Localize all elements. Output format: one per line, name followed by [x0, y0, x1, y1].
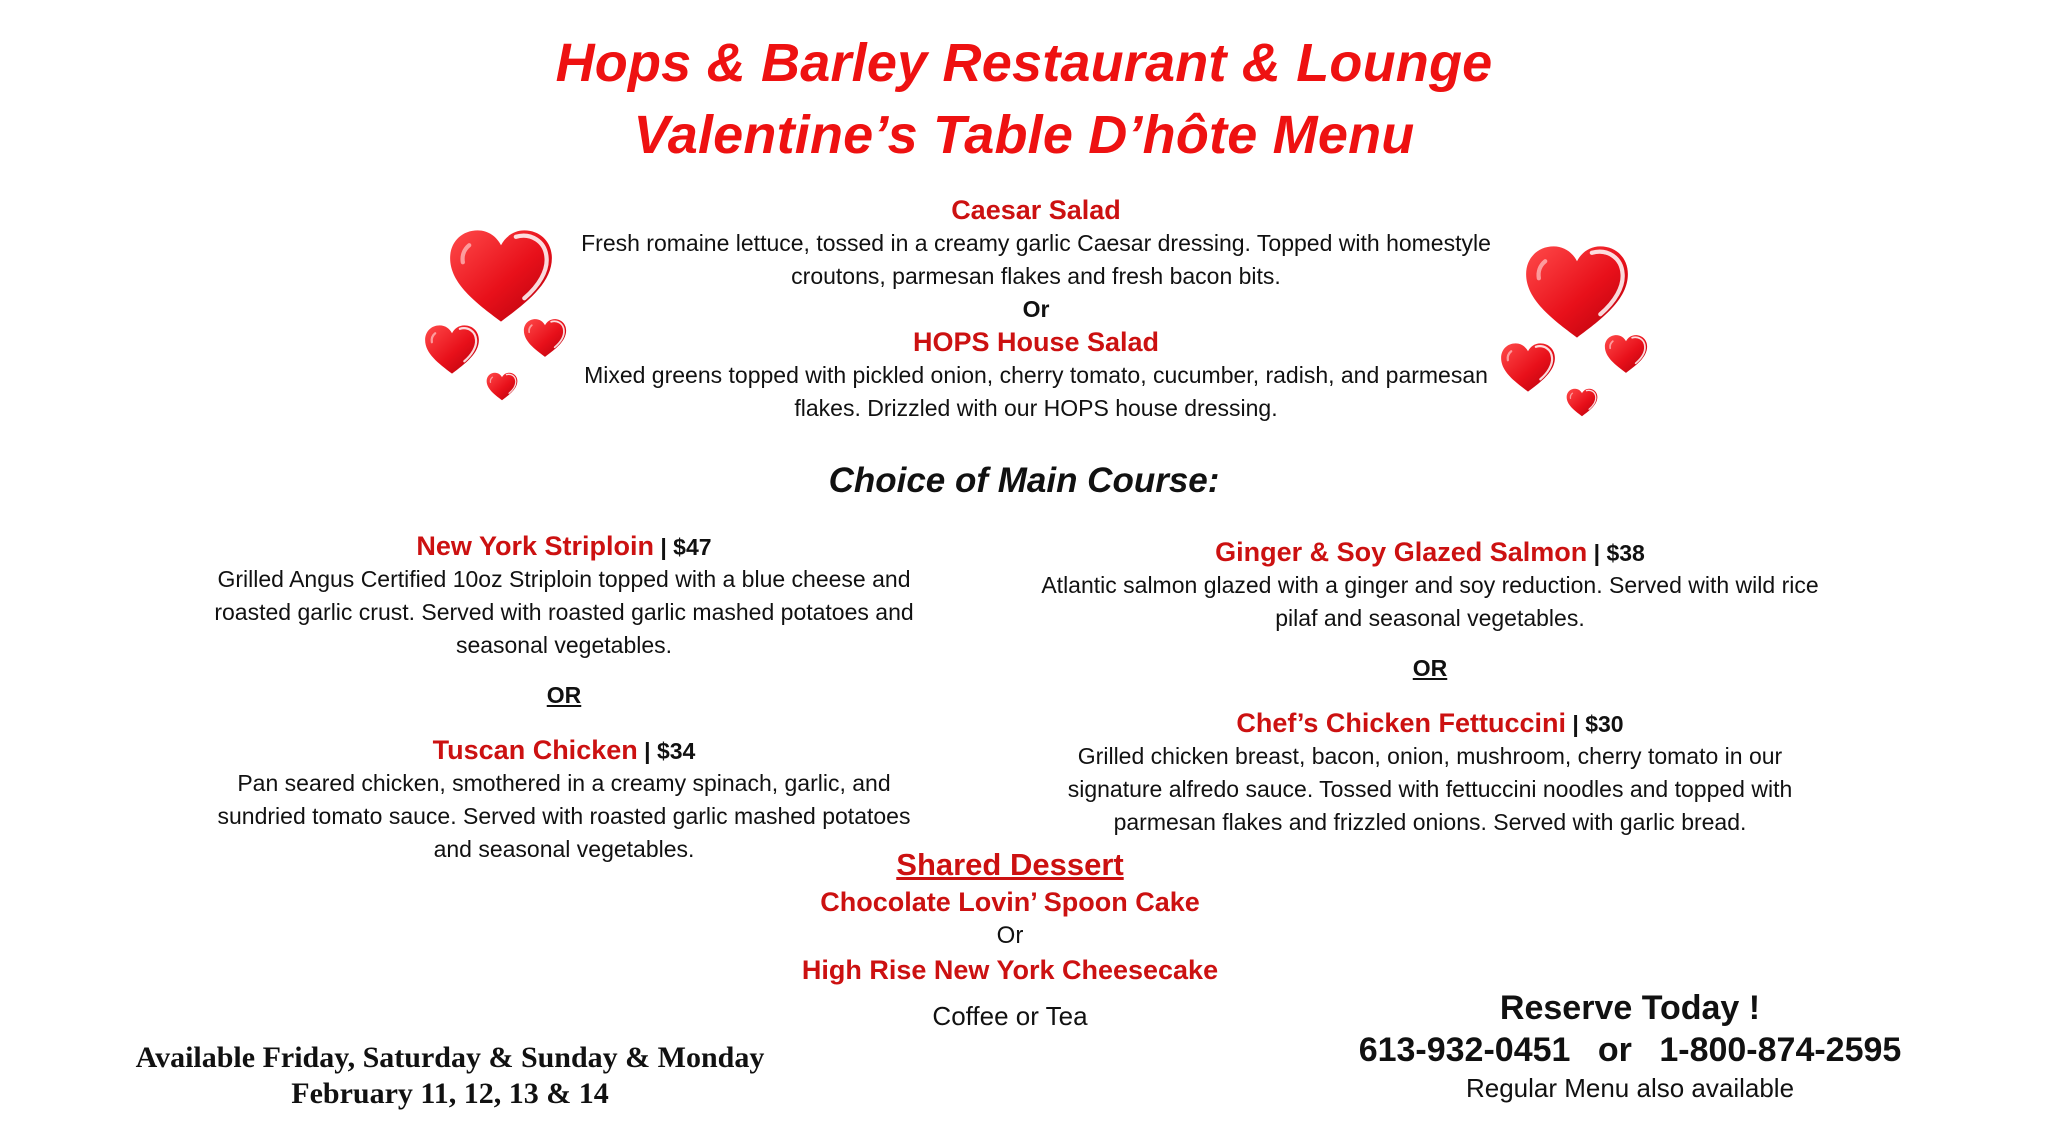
main-right-column [1000, 535, 1860, 839]
striploin-title [164, 529, 964, 563]
tuscan-chicken-name: Tuscan Chicken [432, 735, 638, 765]
restaurant-title: Hops & Barley Restaurant & Lounge [555, 33, 1493, 93]
tuscan-chicken-desc-line3: and seasonal vegetables. [433, 836, 695, 862]
tuscan-chicken-price: | $34 [637, 738, 696, 764]
heart-icon [424, 324, 480, 375]
phone-numbers [1300, 1029, 1960, 1071]
salmon-price: | $38 [1587, 540, 1645, 566]
fettuccini-title [1000, 706, 1860, 740]
availability-block [90, 1040, 810, 1112]
main-right-or: OR [1412, 655, 1448, 681]
dessert-item-spoon-cake: Chocolate Lovin’ Spoon Cake [820, 887, 1200, 917]
regular-menu-note: Regular Menu also available [1465, 1073, 1795, 1103]
striploin-desc-line1: Grilled Angus Certified 10oz Striploin topped with a blue cheese and [217, 566, 911, 592]
beverage: Coffee or Tea [932, 1001, 1088, 1031]
caesar-salad-name: Caesar Salad [951, 195, 1121, 225]
heart-icon [486, 372, 518, 401]
house-salad-desc-line2: flakes. Drizzled with our HOPS house dressing. [794, 395, 1278, 421]
caesar-salad-desc-line1: Fresh romaine lettuce, tossed in a creamy garlic Caesar dressing. Topped with homestyle [581, 230, 1491, 256]
striploin-desc-line2: roasted garlic crust. Served with roasted garlic mashed potatoes and [214, 599, 914, 625]
house-salad-name: HOPS House Salad [912, 327, 1160, 357]
salmon-desc-line2: pilaf and seasonal vegetables. [1275, 605, 1585, 631]
main-course-heading: Choice of Main Course: [828, 461, 1220, 500]
tuscan-chicken-desc-line1: Pan seared chicken, smothered in a creamy spinach, garlic, and [237, 770, 891, 796]
heart-icon [1604, 334, 1648, 374]
house-salad-desc-line1: Mixed greens topped with pickled onion, cherry tomato, cucumber, radish, and parmesan [584, 362, 1488, 388]
salmon-name: Ginger & Soy Glazed Salmon [1215, 537, 1588, 567]
salmon-title [1000, 535, 1860, 569]
phone-or: or [1597, 1031, 1632, 1069]
fettuccini-price: | $30 [1565, 711, 1624, 737]
fettuccini-desc-line1: Grilled chicken breast, bacon, onion, mushroom, cherry tomato in our [1077, 743, 1783, 769]
main-left-column [164, 529, 964, 866]
dessert-heading: Shared Dessert [896, 847, 1124, 882]
striploin-desc-line3: seasonal vegetables. [455, 632, 673, 658]
dessert-section [760, 845, 1260, 1033]
tuscan-chicken-title [164, 733, 964, 767]
tuscan-chicken-desc-line2: sundried tomato sauce. Served with roasted garlic mashed potatoes [217, 803, 911, 829]
starters-or: Or [1022, 296, 1050, 322]
availability-dates: February 11, 12, 13 & 14 [291, 1077, 609, 1110]
dessert-item-cheesecake: High Rise New York Cheesecake [801, 955, 1219, 985]
phone-tollfree[interactable]: 1-800-874-2595 [1659, 1031, 1902, 1069]
reserve-title: Reserve Today ! [1499, 989, 1761, 1027]
starters-section [524, 193, 1548, 425]
availability-days: Available Friday, Saturday & Sunday & Monday [135, 1041, 765, 1074]
phone-local[interactable]: 613-932-0451 [1358, 1031, 1571, 1069]
main-left-or: OR [546, 682, 582, 708]
dessert-or: Or [996, 922, 1024, 949]
caesar-salad-desc-line2: croutons, parmesan flakes and fresh bacon bits. [791, 263, 1281, 289]
fettuccini-desc-line3: parmesan flakes and frizzled onions. Served with garlic bread. [1113, 809, 1747, 835]
striploin-name: New York Striploin [416, 531, 654, 561]
striploin-price: | $47 [653, 534, 712, 560]
fettuccini-desc-line2: signature alfredo sauce. Tossed with fettuccini noodles and topped with [1067, 776, 1793, 802]
menu-title: Valentine’s Table D’hôte Menu [633, 105, 1415, 165]
reservation-block [1300, 987, 1960, 1105]
heart-icon [1566, 388, 1598, 417]
fettuccini-name: Chef’s Chicken Fettuccini [1236, 708, 1566, 738]
salmon-desc-line1: Atlantic salmon glazed with a ginger and soy reduction. Served with wild rice [1041, 572, 1819, 598]
